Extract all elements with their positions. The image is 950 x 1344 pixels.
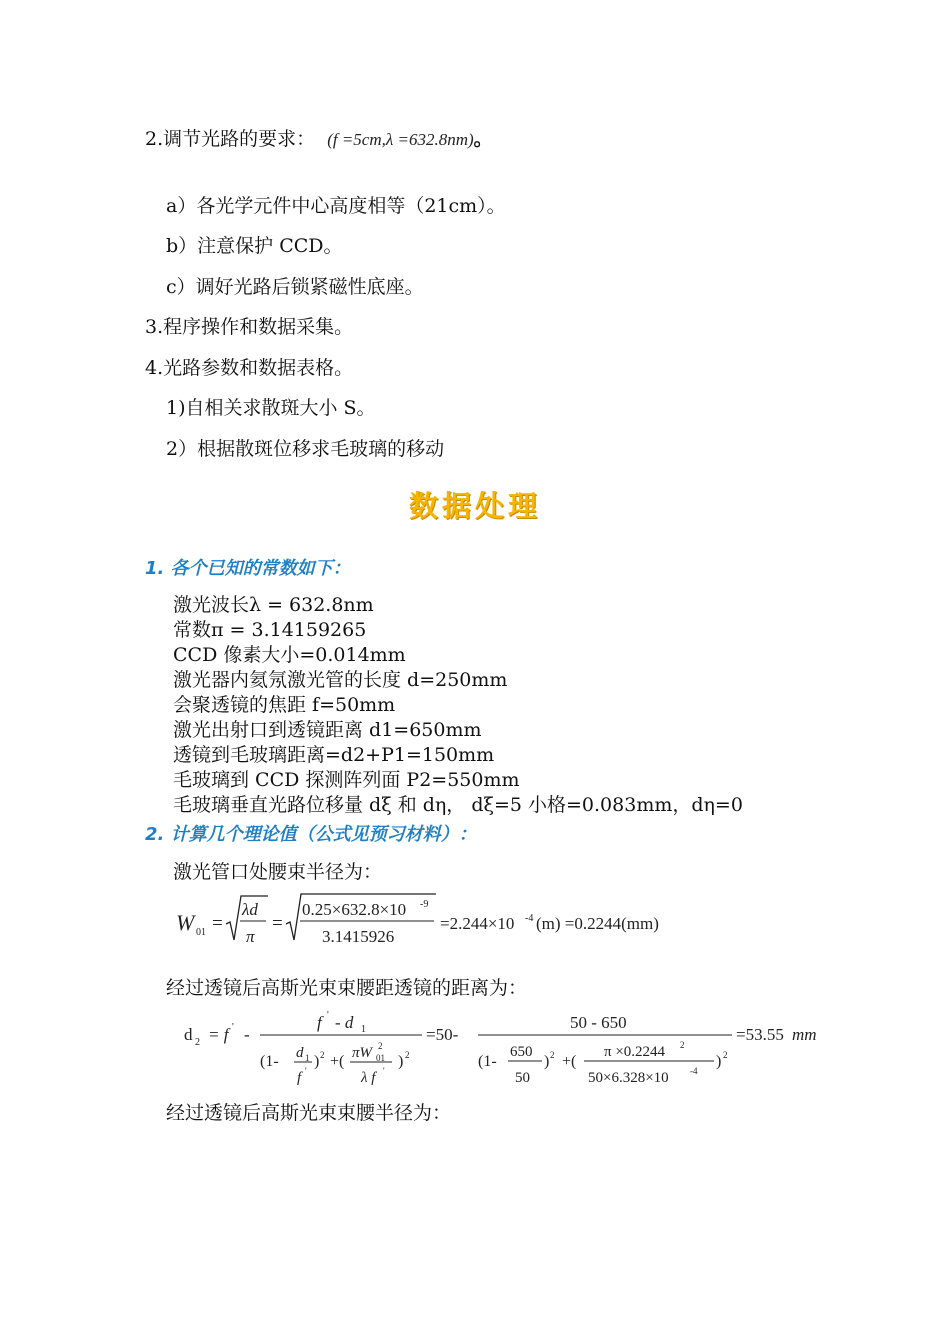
w01-subscript: 01 <box>196 927 206 938</box>
square-1: 2 <box>320 1050 325 1060</box>
square-4: 2 <box>723 1050 728 1060</box>
distance-result: =53.55 <box>736 1025 784 1044</box>
square-2: 2 <box>405 1050 410 1060</box>
result-value: =2.244×10 <box>440 914 515 933</box>
w01-symbol: W <box>176 910 195 935</box>
close-paren-3: ) <box>544 1053 550 1070</box>
sqrt-numerator: 0.25×632.8×10 <box>302 900 407 919</box>
d2-symbol: d <box>184 1025 193 1044</box>
close-paren-2: ) <box>398 1053 404 1070</box>
f-prime: ' <box>232 1022 234 1033</box>
w01-sub: 01 <box>376 1053 385 1063</box>
constant-ccd-pixel: CCD 像素大小=0.014mm <box>173 644 406 666</box>
item-2-end: 。 <box>473 128 493 150</box>
plus-open: +( <box>330 1053 345 1070</box>
sqrt-numerator-exponent: -9 <box>420 899 429 910</box>
lambda-f: λ f <box>361 1070 376 1086</box>
equals-fifty-minus: =50- <box>426 1025 459 1044</box>
constant-displacement: 毛玻璃垂直光路位移量 dξ 和 dη， dξ=5 小格=0.083mm，dη=0 <box>173 794 743 816</box>
section-2-title: 2. 计算几个理论值（公式见预习材料）： <box>145 824 477 845</box>
waist-radius-after-lens-label: 经过透镜后高斯光束束腰半径为： <box>166 1102 452 1124</box>
distance-unit: mm <box>792 1025 817 1044</box>
constant-pi: 常数π = 3.14159265 <box>173 619 367 641</box>
sub-item-a: a）各光学元件中心高度相等（21cm）。 <box>166 195 506 217</box>
item-4: 4.光路参数和数据表格。 <box>145 357 354 379</box>
denominator-d1-subscript: 1 <box>305 1053 310 1063</box>
square-3: 2 <box>550 1050 555 1060</box>
sub-item-1: 1)自相关求散斑大小 S。 <box>166 397 376 419</box>
sub-item-2: 2）根据散斑位移求毛玻璃的移动 <box>166 438 445 460</box>
result-units: (m) =0.2244(mm) <box>536 914 659 933</box>
constant-tube-length: 激光器内氦氖激光管的长度 d=250mm <box>173 669 508 691</box>
result-exponent: -4 <box>525 913 534 924</box>
denominator2-650: 650 <box>510 1044 533 1060</box>
waist-distance-formula <box>170 1006 835 1090</box>
big-denominator: 50×6.328×10 <box>588 1070 669 1086</box>
denominator2-50: 50 <box>515 1070 530 1086</box>
denominator2-open: (1- <box>478 1053 497 1070</box>
numerator-2: 50 - 650 <box>570 1013 627 1032</box>
close-paren-1: ) <box>314 1053 320 1070</box>
plus-open-2: +( <box>562 1053 577 1070</box>
lambda-f-prime: ' <box>383 1066 385 1076</box>
sub-item-c: c）调好光路后锁紧磁性底座。 <box>166 276 424 298</box>
equals-f: = f <box>208 1025 229 1044</box>
constant-focal-length: 会聚透镜的焦距 f=50mm <box>173 694 396 716</box>
numerator-minus-d: - d <box>335 1013 354 1032</box>
numerator-d-subscript: 1 <box>361 1024 366 1035</box>
numerator-f-prime: ' <box>327 1010 329 1021</box>
constant-d2-p1: 透镜到毛玻璃距离=d2+P1=150mm <box>173 744 495 766</box>
focus-distance-label: 经过透镜后高斯光束束腰距透镜的距离为： <box>166 977 528 999</box>
close-paren-4: ) <box>716 1053 722 1070</box>
d2-subscript: 2 <box>195 1037 200 1048</box>
pi-w01: πW <box>352 1045 373 1061</box>
sub-item-b: b）注意保护 CCD。 <box>166 235 343 257</box>
data-processing-heading: 数据处理 <box>408 489 541 523</box>
item-2-formula: (f =5cm,λ =632.8nm) <box>327 130 474 149</box>
constant-d1: 激光出射口到透镜距离 d1=650mm <box>173 719 482 741</box>
w01-square: 2 <box>378 1041 383 1051</box>
minus-sign: - <box>244 1025 250 1044</box>
pi-value-square: 2 <box>680 1040 685 1050</box>
pi-times-value: π ×0.2244 <box>604 1044 666 1060</box>
denominator-f: f <box>297 1070 302 1086</box>
big-denominator-exponent: -4 <box>690 1066 698 1076</box>
denominator-f-prime: ' <box>305 1066 307 1076</box>
numerator-f: f <box>317 1013 322 1032</box>
pi-denominator: π <box>246 927 255 946</box>
item-2-line <box>145 127 493 152</box>
constant-wavelength: 激光波长λ = 632.8nm <box>173 594 374 616</box>
item-2-label: 2.调节光路的要求： <box>145 128 316 150</box>
lambda-d: λd <box>242 900 258 919</box>
equals-sign-2: = <box>272 913 283 934</box>
denominator-d1: d <box>296 1045 304 1061</box>
waist-radius-formula <box>170 888 710 952</box>
denominator-open: (1- <box>260 1053 279 1070</box>
section-1-title: 1. 各个已知的常数如下： <box>145 558 351 579</box>
item-3: 3.程序操作和数据采集。 <box>145 316 354 338</box>
equals-sign: = <box>212 913 223 934</box>
waist-radius-label: 激光管口处腰束半径为： <box>173 861 383 883</box>
constant-p2: 毛玻璃到 CCD 探测阵列面 P2=550mm <box>173 769 520 791</box>
sqrt-denominator: 3.1415926 <box>322 927 395 946</box>
